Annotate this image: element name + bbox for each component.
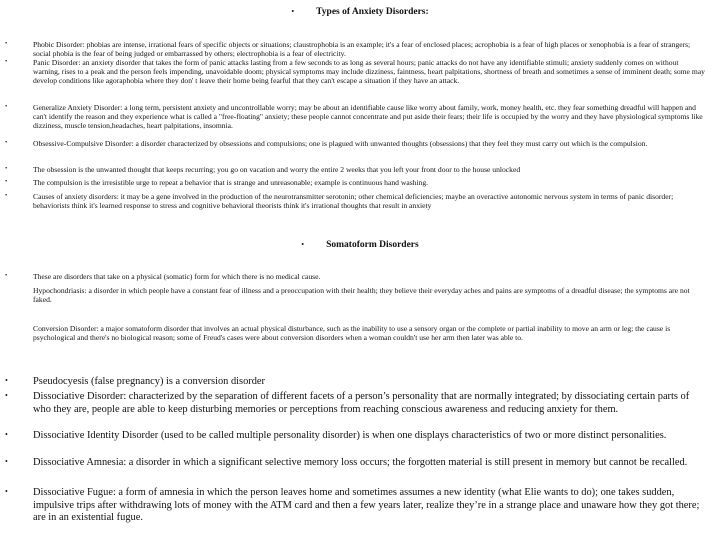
- item-text: Pseudocyesis (false pregnancy) is a conversion disorder: [33, 376, 265, 387]
- item-text: Dissociative Identity Disorder (used to be called multiple personality disorder) is when one displays characteristics of two or more distinct personalities.: [33, 430, 667, 441]
- item-text: Phobic Disorder: phobias are intense, irrational fears of specific objects or situations; claustrophobia is an example; it's a fear of enclosed places; acrophobia is a fear of high places or xenophobia is a fear of strangers; social phobia is the fear of being judged or embarrassed by others; electrophobia is a fear of electricity.: [33, 40, 691, 58]
- bullet: •: [5, 178, 8, 185]
- bullet: •: [5, 391, 8, 400]
- bullet: •: [5, 40, 8, 47]
- conversion-paragraph: Conversion Disorder: a major somatoform disorder that involves an actual physical disturbance, such as the inability to use a sensory organ or the complete or partial inability to move an arm or leg; the cause is psychological and there's no biological reason; some of Freud's cases were about conversion disorders when a woman couldn't use her arm then later was able to.: [33, 324, 671, 342]
- heading-text: Types of Anxiety Disorders:: [316, 7, 429, 17]
- bullet: •: [5, 272, 8, 279]
- hypochondriasis-paragraph: Hypochondriasis: a disorder in which people have a constant fear of illness and a preoccupation with their health; they believe their everyday aches and pains are symptoms of a dreadful disease; the symptoms are not faked.: [33, 286, 690, 304]
- bullet: •: [5, 192, 8, 199]
- bullet: •: [5, 430, 8, 439]
- item-text: Generalize Anxiety Disorder: a long term, persistent anxiety and uncontrollable worry; may be about an identifiable cause like worry about family, work, money health, etc. they fear something dreadful will happen and can't identify the reason and they experience what is called a "free-floating" anxiety; these people cannot concentrate and put aside their fears; their life is occupied by the worry and they have physiological symptoms like dizziness, muscle tension,headaches, heart palpitations, insomnia.: [33, 103, 703, 130]
- section-heading-anxiety: [0, 7, 720, 17]
- item-text: The obsession is the unwanted thought that keeps recurring; you go on vacation and worry the entire 2 weeks that you left your front door to the house unlocked: [33, 165, 521, 174]
- heading-text: Somatoform Disorders: [326, 240, 419, 250]
- item-text: Obsessive-Compulsive Disorder: a disorder characterized by obsessions and compulsions; one is plagued with unwanted thoughts (obsessions) that they feel they must carry out which is the compulsion.: [33, 139, 648, 148]
- bullet: •: [5, 103, 8, 110]
- bullet: •: [5, 457, 8, 466]
- item-text: These are disorders that take on a physical (somatic) form for which there is no medical cause.: [33, 272, 321, 281]
- bullet: •: [5, 376, 8, 385]
- item-text: Dissociative Fugue: a form of amnesia in which the person leaves home and sometimes assumes a new identity (what Elie wants to do); one takes sudden, impulsive trips after withdrawing lots of money with the ATM card and then a few years later, realize they’re in a strange place and unaware how they got there; are in an existential fugue.: [33, 487, 700, 524]
- section-heading-somatoform: [0, 240, 720, 250]
- bullet: •: [5, 139, 8, 146]
- item-text: Panic Disorder: an anxiety disorder that takes the form of panic attacks lasting from a few seconds to as long as several hours; panic attacks do not have any identifiable stimuli; anxiety suddenly comes on without warning, rises to a peak and the person feels impending, unavoidable doom; physical symptoms may include dizziness, faintness, heart palpitations, shortness of breath and sometimes a sense of imminent death; some may develop conditions like agoraphobia where they don' t leave their home being fearful that they can't escape a situation if they have an attack.: [33, 58, 705, 85]
- heading-bullet: •: [291, 7, 295, 16]
- item-text: Dissociative Amnesia: a disorder in which a significant selective memory loss occurs; the forgotten material is still present in memory but cannot be recalled.: [33, 457, 688, 468]
- heading-bullet: •: [301, 240, 305, 249]
- item-text: The compulsion is the irresistible urge to repeat a behavior that is strange and unreasonable; example is continuous hand washing.: [33, 178, 429, 187]
- item-text: Causes of anxiety disorders: it may be a gene involved in the production of the neurotransmitter serotonin; other chemical deficiencies; maybe an overactive autonomic nervous system in terms of panic disorder; behaviorists think it's learned response to stress and cognitive behavioral theorists think it's irrational thoughts that result in anxiety: [33, 192, 674, 210]
- bullet: •: [5, 58, 8, 65]
- item-text: Dissociative Disorder: characterized by the separation of different facets of a person’s personality that are normally integrated; by dissociating certain parts of who they are, people are able to keep disturbing memories or perceptions from reaching conscious awareness and reducing anxiety for them.: [33, 391, 690, 415]
- bullet: •: [5, 165, 8, 172]
- bullet: •: [5, 487, 8, 496]
